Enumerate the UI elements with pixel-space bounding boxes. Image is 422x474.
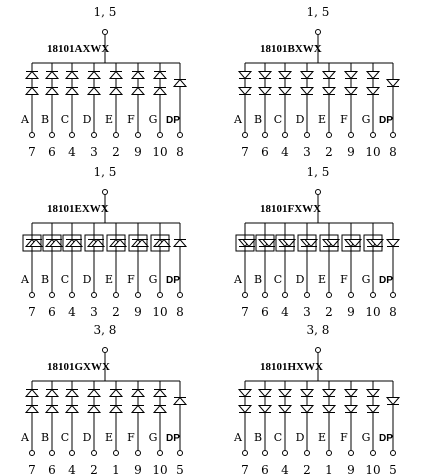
segment-label: B [253,431,263,444]
led-diode-symbol [88,390,100,397]
led-diode-symbol [367,390,379,397]
pin-number: 9 [347,145,355,159]
pin-terminal [158,293,163,298]
segment-label: B [40,113,50,126]
led-diode-symbol [387,240,399,247]
led-diode-symbol [279,406,291,413]
part-number: 18101FXWX [260,203,322,215]
led-diode-symbol [301,88,313,95]
common-pin-terminal [103,190,108,195]
led-diode-symbol [110,406,122,413]
schematic-panel [233,165,399,319]
pin-number: 6 [261,305,269,319]
pin-number: 8 [389,145,397,159]
led-diode-symbol [26,72,38,79]
common-pins-label: 1, 5 [306,5,330,19]
pin-terminal [349,451,354,456]
pin-terminal [70,133,75,138]
led-diode-symbol [132,88,144,95]
segment-label: D [295,273,305,286]
common-pins-label: 1, 5 [306,165,330,179]
led-diode-symbol [301,390,313,397]
pin-number: 7 [28,305,36,319]
led-diode-symbol [259,406,271,413]
pin-number: 7 [241,145,249,159]
led-diode-symbol [239,406,251,413]
segment-label: G [148,113,158,126]
pin-terminal [114,451,119,456]
segment-label: D [82,113,92,126]
pin-terminal [391,293,396,298]
segment-label-dp: DP [166,275,180,286]
common-pins-label: 3, 8 [93,323,117,337]
pin-number: 2 [325,145,333,159]
led-diode-symbol [66,390,78,397]
led-diode-symbol [345,390,357,397]
led-diode-symbol [345,72,357,79]
segment-label: G [148,431,158,444]
segment-label: F [340,273,348,286]
led-diode-symbol [239,390,251,397]
common-pin-terminal [316,30,321,35]
pin-number: 9 [134,145,142,159]
segment-label: B [253,113,263,126]
pin-number: 9 [134,305,142,319]
schematic-panel [20,323,186,474]
segment-label: C [273,273,283,286]
led-diode-symbol [110,72,122,79]
segment-label-dp: DP [379,433,393,444]
led-diode-symbol [367,72,379,79]
pin-terminal [70,451,75,456]
segment-label: A [21,431,29,444]
led-diode-symbol [174,398,186,405]
segment-label: C [60,113,70,126]
segment-label: D [295,113,305,126]
pin-terminal [263,133,268,138]
pin-number: 4 [281,145,289,159]
pin-number: 8 [176,145,184,159]
pin-number: 3 [90,305,98,319]
led-diode-symbol [239,88,251,95]
led-diode-symbol [345,88,357,95]
led-diode-symbol [46,390,58,397]
led-diode-symbol [323,406,335,413]
segment-label: D [295,431,305,444]
pin-terminal [391,133,396,138]
pin-number: 6 [261,463,269,474]
pin-number: 10 [365,305,381,319]
segment-label: C [273,431,283,444]
schematic-panel [20,165,186,319]
part-number: 18101AXWX [47,43,110,55]
pin-terminal [305,451,310,456]
pin-terminal [70,293,75,298]
led-diode-symbol [345,406,357,413]
segment-label: F [340,113,348,126]
led-diode-symbol [174,80,186,87]
led-diode-symbol [259,390,271,397]
led-diode-symbol [46,406,58,413]
led-diode-symbol [46,72,58,79]
pin-terminal [263,293,268,298]
led-diode-symbol [301,406,313,413]
pin-number: 6 [48,145,56,159]
pin-terminal [50,293,55,298]
pin-terminal [50,133,55,138]
pin-terminal [50,451,55,456]
pin-terminal [283,293,288,298]
pin-terminal [158,133,163,138]
pin-number: 6 [48,463,56,474]
pin-terminal [178,133,183,138]
pin-number: 4 [281,305,289,319]
pin-number: 6 [48,305,56,319]
led-diode-symbol [154,72,166,79]
segment-label: B [40,431,50,444]
led-diode-symbol [367,406,379,413]
pin-number: 2 [112,305,120,319]
pin-terminal [92,451,97,456]
segment-label: D [82,431,92,444]
segment-label: E [104,273,114,286]
pin-number: 4 [281,463,289,474]
led-diode-symbol [66,88,78,95]
led-diode-symbol [110,88,122,95]
segment-label: A [21,273,29,286]
schematic-panel [233,5,399,159]
led-diode-symbol [132,406,144,413]
led-diode-symbol [26,390,38,397]
led-diode-symbol [279,88,291,95]
pin-number: 7 [28,145,36,159]
pin-number: 3 [90,145,98,159]
segment-label: B [253,273,263,286]
pin-number: 4 [68,463,76,474]
segment-label: A [234,273,242,286]
pin-terminal [30,451,35,456]
pin-number: 9 [134,463,142,474]
segment-label: G [361,273,371,286]
pin-number: 8 [176,305,184,319]
pin-number: 10 [152,463,168,474]
pin-terminal [327,293,332,298]
segment-label: E [104,431,114,444]
segment-label: A [21,113,29,126]
schematic-panel [20,5,186,159]
pin-terminal [243,293,248,298]
segment-label: C [60,273,70,286]
segment-label: G [361,113,371,126]
led-diode-symbol [174,240,186,247]
part-number: 18101BXWX [260,43,322,55]
segment-label: E [317,273,327,286]
pin-terminal [243,451,248,456]
pin-terminal [30,133,35,138]
pin-terminal [114,133,119,138]
led-diode-symbol [88,88,100,95]
pin-number: 10 [152,145,168,159]
common-pin-terminal [103,348,108,353]
pin-number: 3 [303,145,311,159]
common-pins-label: 3, 8 [306,323,330,337]
led-diode-symbol [279,390,291,397]
pin-terminal [263,451,268,456]
led-diode-symbol [66,72,78,79]
pin-terminal [283,133,288,138]
pin-terminal [92,293,97,298]
segment-label-dp: DP [379,275,393,286]
pin-number: 4 [68,145,76,159]
common-pin-terminal [103,30,108,35]
common-pin-terminal [316,348,321,353]
segment-label: E [317,113,327,126]
pin-number: 8 [389,305,397,319]
pin-number: 2 [112,145,120,159]
pin-terminal [92,133,97,138]
led-diode-symbol [323,390,335,397]
led-diode-symbol [110,390,122,397]
led-diode-symbol [154,88,166,95]
pin-number: 1 [112,463,120,474]
common-pin-terminal [316,190,321,195]
part-number: 18101HXWX [260,361,323,373]
pin-terminal [243,133,248,138]
pin-number: 10 [152,305,168,319]
led-diode-symbol [239,72,251,79]
pin-number: 3 [303,305,311,319]
segment-label: A [234,113,242,126]
led-diode-symbol [154,390,166,397]
pin-number: 5 [176,463,184,474]
segment-label-dp: DP [166,115,180,126]
pin-number: 10 [365,463,381,474]
pin-number: 5 [389,463,397,474]
pin-number: 2 [90,463,98,474]
led-diode-symbol [132,390,144,397]
pin-number: 7 [241,463,249,474]
schematic-panel [233,323,399,474]
led-diode-symbol [26,88,38,95]
common-pins-label: 1, 5 [93,165,117,179]
common-pins-label: 1, 5 [93,5,117,19]
led-diode-symbol [279,72,291,79]
pin-terminal [371,293,376,298]
led-diode-symbol [132,72,144,79]
pin-terminal [114,293,119,298]
led-diode-symbol [88,406,100,413]
pin-terminal [391,451,396,456]
segment-label: F [127,431,135,444]
segment-label: F [127,273,135,286]
led-diode-symbol [259,88,271,95]
led-diode-symbol [323,72,335,79]
pin-terminal [136,293,141,298]
pin-number: 7 [241,305,249,319]
pin-number: 2 [325,305,333,319]
pin-terminal [349,293,354,298]
pin-terminal [305,133,310,138]
segment-label: D [82,273,92,286]
segment-label: G [148,273,158,286]
part-number: 18101EXWX [47,203,109,215]
segment-label: C [273,113,283,126]
segment-label: B [40,273,50,286]
pin-terminal [30,293,35,298]
pin-number: 2 [303,463,311,474]
pin-terminal [178,293,183,298]
led-diode-symbol [387,398,399,405]
pin-terminal [178,451,183,456]
pin-terminal [327,451,332,456]
part-number: 18101GXWX [47,361,110,373]
segment-label: F [127,113,135,126]
led-diode-symbol [26,406,38,413]
pin-number: 4 [68,305,76,319]
led-diode-symbol [259,72,271,79]
led-diode-symbol [323,88,335,95]
segment-label: E [317,431,327,444]
led-diode-symbol [88,72,100,79]
segment-label: C [60,431,70,444]
pin-terminal [158,451,163,456]
pin-number: 9 [347,463,355,474]
pin-number: 6 [261,145,269,159]
led-diode-symbol [46,88,58,95]
led-diode-symbol [154,406,166,413]
pin-terminal [327,133,332,138]
pin-number: 7 [28,463,36,474]
pin-terminal [371,133,376,138]
pin-terminal [349,133,354,138]
pin-terminal [283,451,288,456]
segment-label-dp: DP [166,433,180,444]
led-diode-symbol [367,88,379,95]
segment-label: E [104,113,114,126]
segment-label: A [234,431,242,444]
led-diode-symbol [301,72,313,79]
pin-terminal [136,133,141,138]
pin-terminal [136,451,141,456]
pin-number: 1 [325,463,333,474]
led-diode-symbol [387,80,399,87]
pin-terminal [371,451,376,456]
led-diode-symbol [66,406,78,413]
pin-terminal [305,293,310,298]
pin-number: 9 [347,305,355,319]
segment-label: F [340,431,348,444]
pin-number: 10 [365,145,381,159]
segment-label-dp: DP [379,115,393,126]
segment-label: G [361,431,371,444]
